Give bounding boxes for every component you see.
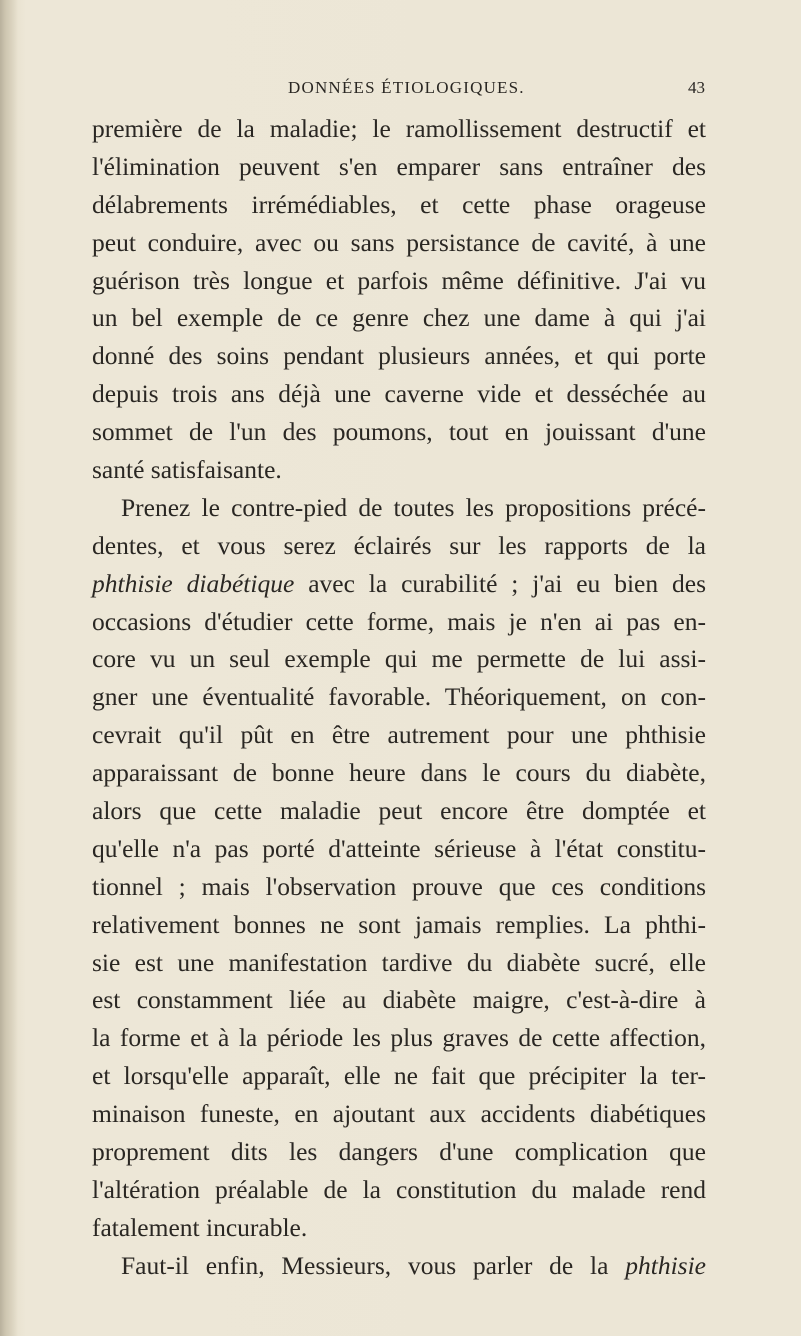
text-line: délabrements irrémédiables, et cette phase orageuse — [92, 189, 706, 219]
text-line: première de la maladie; le ramollissement destructif et — [92, 114, 706, 143]
text-line: guérison très longue et parfois même définitive. J'ai vu — [92, 265, 706, 295]
text-line: sie est une manifestation tardive du diabète sucré, elle — [92, 947, 706, 977]
text-line: core vu un seul exemple qui me permette de lui assi- — [92, 644, 706, 674]
italic-term: phthisie diabétique — [92, 568, 295, 598]
text-line: donné des soins pendant plusieurs années, et qui porte — [92, 341, 706, 371]
text-line: tionnel ; mais l'observation prouve que ces conditions — [92, 871, 706, 901]
text-line-rest: avec la curabilité ; j'ai eu bien des — [294, 568, 706, 598]
page-number: 43 — [688, 78, 705, 97]
body-text — [92, 110, 706, 1285]
paragraph-start-line: Prenez le contre-pied de toutes les propositions précé- — [121, 492, 706, 522]
text-line: relativement bonnes ne sont jamais remplies. La phthi- — [92, 909, 706, 939]
text-line: l'altération préalable de la constitution du malade rend — [92, 1174, 706, 1204]
text-line: peut conduire, avec ou sans persistance de cavité, à une — [92, 227, 706, 257]
text-line: est constamment liée au diabète maigre, c'est-à-dire à — [92, 985, 706, 1015]
text-line: proprement dits les dangers d'une complication que — [92, 1137, 706, 1167]
text-line: occasions d'étudier cette forme, mais je n'en ai pas en- — [92, 606, 706, 636]
text-line: alors que cette maladie peut encore être domptée et — [92, 796, 706, 826]
text-line: depuis trois ans déjà une caverne vide et desséchée au — [92, 379, 706, 409]
text-line: cevrait qu'il pût en être autrement pour une phthisie — [92, 720, 706, 750]
text-line-start: Faut-il enfin, Messieurs, vous parler de la — [121, 1250, 626, 1280]
paragraph-end-line: fatalement incurable. — [92, 1212, 308, 1242]
text-line: gner une éventualité favorable. Théoriquement, on con- — [92, 682, 706, 712]
text-line: apparaissant de bonne heure dans le cours du diabète, — [92, 758, 706, 788]
text-line: un bel exemple de ce genre chez une dame à qui j'ai — [92, 303, 706, 333]
text-line: la forme et à la période les plus graves de cette affection, — [92, 1023, 706, 1053]
text-line: et lorsqu'elle apparaît, elle ne fait que précipiter la ter- — [92, 1061, 706, 1091]
text-line: qu'elle n'a pas porté d'atteinte sérieuse à l'état constitu- — [92, 833, 706, 863]
running-title: DONNÉES ÉTIOLOGIQUES. — [288, 78, 525, 97]
italic-term: phthisie — [625, 1250, 706, 1280]
text-line: l'élimination peuvent s'en emparer sans entraîner des — [92, 151, 706, 181]
paragraph-start-line — [92, 1247, 706, 1285]
paragraph-end-line: santé satisfaisante. — [92, 455, 282, 485]
running-head — [250, 78, 705, 102]
page-binding-shadow — [0, 0, 18, 1336]
text-line: sommet de l'un des poumons, tout en jouissant d'une — [92, 417, 706, 447]
text-line-with-italic — [92, 565, 706, 603]
text-line: minaison funeste, en ajoutant aux accidents diabétiques — [92, 1099, 706, 1129]
text-line: dentes, et vous serez éclairés sur les rapports de la — [92, 530, 706, 560]
